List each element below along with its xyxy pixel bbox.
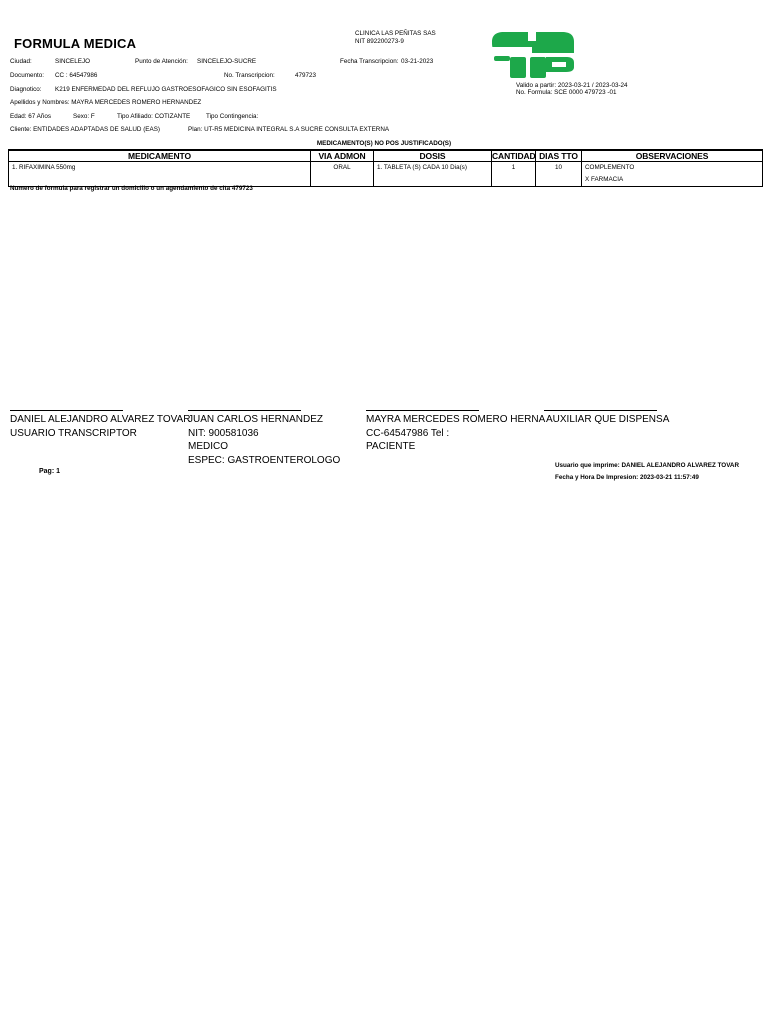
patient-signature-doc: CC-64547986 Tel : xyxy=(366,427,450,439)
patient-signature-role: PACIENTE xyxy=(366,441,416,452)
diagnosis-label: Diagnotico: xyxy=(10,86,42,93)
table-row xyxy=(9,162,763,175)
transcription-date: 03-21-2023 xyxy=(401,58,434,65)
column-header: MEDICAMENTO xyxy=(9,150,311,162)
client: Cliente: ENTIDADES ADAPTADAS DE SALUD (EAS) xyxy=(10,126,160,133)
signature-line xyxy=(10,410,123,411)
transcriber-name: DANIEL ALEJANDRO ALVAREZ TOVAR xyxy=(10,414,191,425)
city-label: Ciudad: xyxy=(10,58,32,65)
signature-line xyxy=(366,410,479,411)
days-cell: 10 xyxy=(536,162,582,175)
document-label: Documento: xyxy=(10,72,44,79)
clinic-logo xyxy=(490,30,576,80)
observations-cell: X FARMACIA xyxy=(582,174,763,187)
doctor-role: MEDICO xyxy=(188,441,228,452)
document-value: CC : 64547986 xyxy=(55,72,98,79)
attention-label: Punto de Atención: xyxy=(135,58,188,65)
doctor-nit: NIT: 900581036 xyxy=(188,427,259,439)
patient-block xyxy=(366,413,545,454)
patient-age: Edad: 67 Años xyxy=(10,113,51,120)
transcriber-role: USUARIO TRANSCRIPTOR xyxy=(10,427,137,439)
dose-cell: 1. TABLETA (S) CADA 10 Dia(s) xyxy=(374,162,492,175)
clinic-name: CLINICA LAS PEÑITAS SAS xyxy=(355,30,436,37)
medication-table xyxy=(8,149,763,187)
patient-names: Apellidos y Nombres: MAYRA MERCEDES ROMERO HERNANDEZ xyxy=(10,99,202,106)
printed-at: Fecha y Hora De Impresion: 2023-03-21 11:57:49 xyxy=(555,474,699,481)
page-number: Pag: 1 xyxy=(39,468,61,475)
valid-from: Valido a partir: 2023-03-21 / 2023-03-24 xyxy=(516,82,628,89)
signature-line xyxy=(544,410,657,411)
city-value: SINCELEJO xyxy=(55,58,90,65)
formula-number: No. Formula: SCE 0000 479723 -01 xyxy=(516,89,617,96)
column-header: OBSERVACIONES xyxy=(582,150,763,162)
patient-signature-name: MAYRA MERCEDES ROMERO HERNA xyxy=(366,414,546,425)
contingency-type: Tipo Contingencia: xyxy=(206,113,259,120)
dispenser-role: AUXILIAR QUE DISPENSA xyxy=(546,414,670,425)
signature-line xyxy=(188,410,301,411)
column-header: DOSIS xyxy=(374,150,492,162)
transcription-date-label: Fecha Transcripcion: xyxy=(340,58,399,65)
clinic-nit: NIT 892200273-9 xyxy=(355,38,404,45)
affiliate-type: Tipo Afiliado: COTIZANTE xyxy=(117,113,191,120)
printed-by: Usuario que imprime: DANIEL ALEJANDRO ALVAREZ TOVAR xyxy=(555,462,740,469)
transcription-no-label: No. Transcripcion: xyxy=(224,72,275,79)
doctor-specialty: ESPEC: GASTROENTEROLOGO xyxy=(188,454,341,466)
doctor-name: JUAN CARLOS HERNANDEZ xyxy=(188,414,324,425)
dispenser-block xyxy=(546,413,669,427)
doctor-block xyxy=(188,413,340,467)
column-header: DIAS TTO xyxy=(536,150,582,162)
patient-sex: Sexo: F xyxy=(73,113,95,120)
plan: Plan: UT-R5 MEDICINA INTEGRAL S.A SUCRE CONSULTA EXTERNA xyxy=(188,126,390,133)
table-header-row xyxy=(9,150,763,162)
appointment-note: Numero de formula para registrar un domicilio o un agendamiento de cita 479723 xyxy=(10,185,253,192)
attention-value: SINCELEJO-SUCRE xyxy=(197,58,257,65)
transcriber-block xyxy=(10,413,190,440)
medication-cell: 1. RIFAXIMINA 550mg xyxy=(9,162,311,175)
column-header: CANTIDAD xyxy=(492,151,536,161)
observations-cell: COMPLEMENTO xyxy=(582,162,763,175)
quantity-cell: 1 xyxy=(492,162,536,175)
route-cell: ORAL xyxy=(311,162,374,175)
section-title: MEDICAMENTO(S) NO POS JUSTIFICADO(S) xyxy=(316,140,452,147)
diagnosis-value: K219 ENFERMEDAD DEL REFLUJO GASTROESOFAGICO SIN ESOFAGITIS xyxy=(55,86,277,93)
document-title: FORMULA MEDICA xyxy=(14,36,137,51)
transcription-no-value: 479723 xyxy=(295,72,317,79)
column-header: VIA ADMON xyxy=(311,150,374,162)
